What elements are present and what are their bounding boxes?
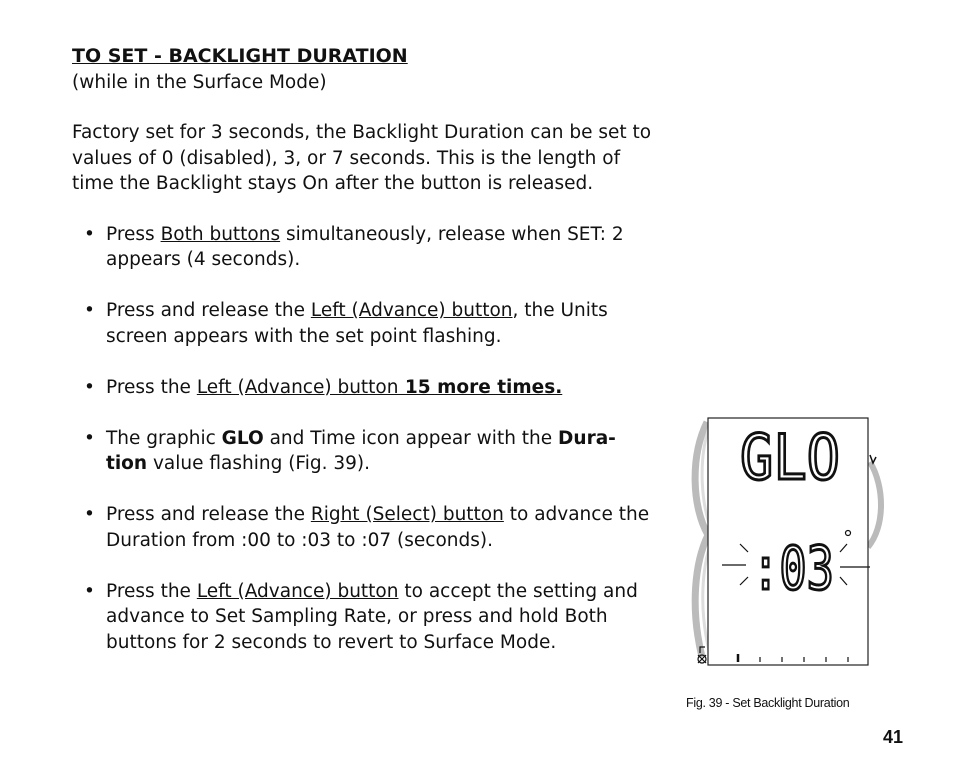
lcd-display-graphic bbox=[690, 417, 885, 667]
display-top-text: GLO bbox=[740, 421, 840, 494]
bullet-icon: • bbox=[84, 504, 95, 525]
button-reference: Right (Select) button bbox=[310, 504, 504, 525]
page-number: 41 bbox=[883, 727, 904, 747]
display-bottom-text: :03 bbox=[752, 534, 834, 604]
bullet-icon: • bbox=[84, 376, 95, 398]
step-item: • Press the Left (Advance) button to accept the setting and advance to Set Sampling Rate, or press and hold Both buttons for 2 seconds to revert to Surface Mode. bbox=[84, 580, 638, 653]
step-item: • Press the Left (Advance) button 15 more times. bbox=[72, 375, 652, 401]
figure-caption: Fig. 39 - Set Backlight Duration bbox=[686, 696, 850, 710]
button-reference: Both buttons bbox=[160, 223, 281, 245]
bullet-icon: • bbox=[84, 427, 95, 449]
bullet-icon: • bbox=[84, 223, 95, 245]
lcd-figure bbox=[690, 417, 885, 667]
button-reference: Left (Advance) button bbox=[196, 580, 399, 602]
instruction-column bbox=[72, 44, 652, 681]
bullet-icon: • bbox=[84, 580, 95, 602]
step-item: • Press and release the Left (Advance) button, the Units screen appears with the set point flashing. bbox=[84, 300, 608, 347]
step-list bbox=[72, 222, 652, 656]
mode-subheading: (while in the Surface Mode) bbox=[72, 71, 327, 93]
button-reference: Left (Advance) button bbox=[310, 300, 513, 321]
step-item: • Press Both buttons simultaneously, release when SET: 2 appears (4 seconds). bbox=[84, 223, 624, 270]
step-item: • The graphic GLO and Time icon appear with the Dura-tion value flashing (Fig. 39). bbox=[84, 427, 616, 474]
section-heading: TO SET - BACKLIGHT DURATION bbox=[72, 45, 408, 67]
step-item: • Press and release the Right (Select) button to advance the Duration from :00 to :03 to :07 (seconds). bbox=[84, 504, 650, 551]
bullet-icon: • bbox=[84, 300, 95, 321]
button-reference: Left (Advance) button 15 more times. bbox=[196, 376, 563, 398]
intro-paragraph: Factory set for 3 seconds, the Backlight Duration can be set to values of 0 (disabled), 3, or 7 seconds. This is the length of time the Backlight stays On after the button is released. bbox=[72, 122, 652, 194]
